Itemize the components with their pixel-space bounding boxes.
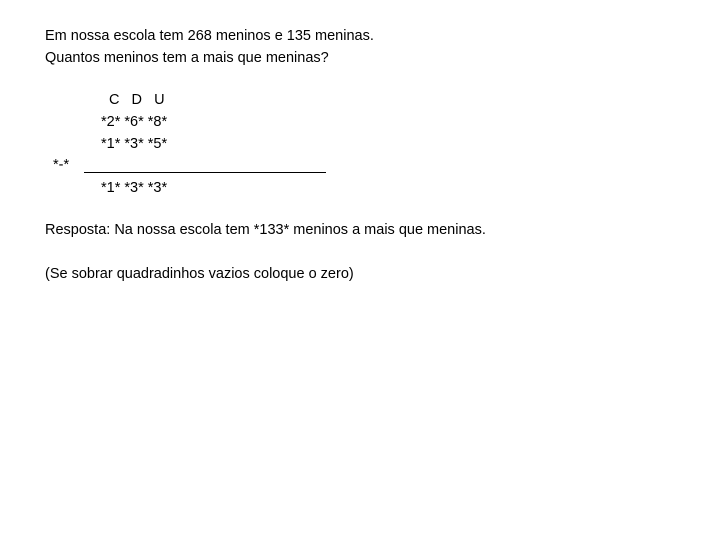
subtraction-operator: *-* xyxy=(53,157,70,173)
question-line-2: Quantos meninos tem a mais que meninas? xyxy=(45,50,329,66)
subtrahend-row: *1* *3* *5* xyxy=(101,136,168,152)
minuend-row: *2* *6* *8* xyxy=(101,114,168,130)
result-row: *1* *3* *3* xyxy=(101,180,168,196)
place-value-header: C D U xyxy=(109,92,165,108)
question-line-1: Em nossa escola tem 268 meninos e 135 meninas. xyxy=(45,28,374,44)
result-divider-line xyxy=(84,172,326,173)
answer-sentence: Resposta: Na nossa escola tem *133* meninos a mais que meninas. xyxy=(45,222,486,238)
instruction-note: (Se sobrar quadradinhos vazios coloque o zero) xyxy=(45,266,354,282)
